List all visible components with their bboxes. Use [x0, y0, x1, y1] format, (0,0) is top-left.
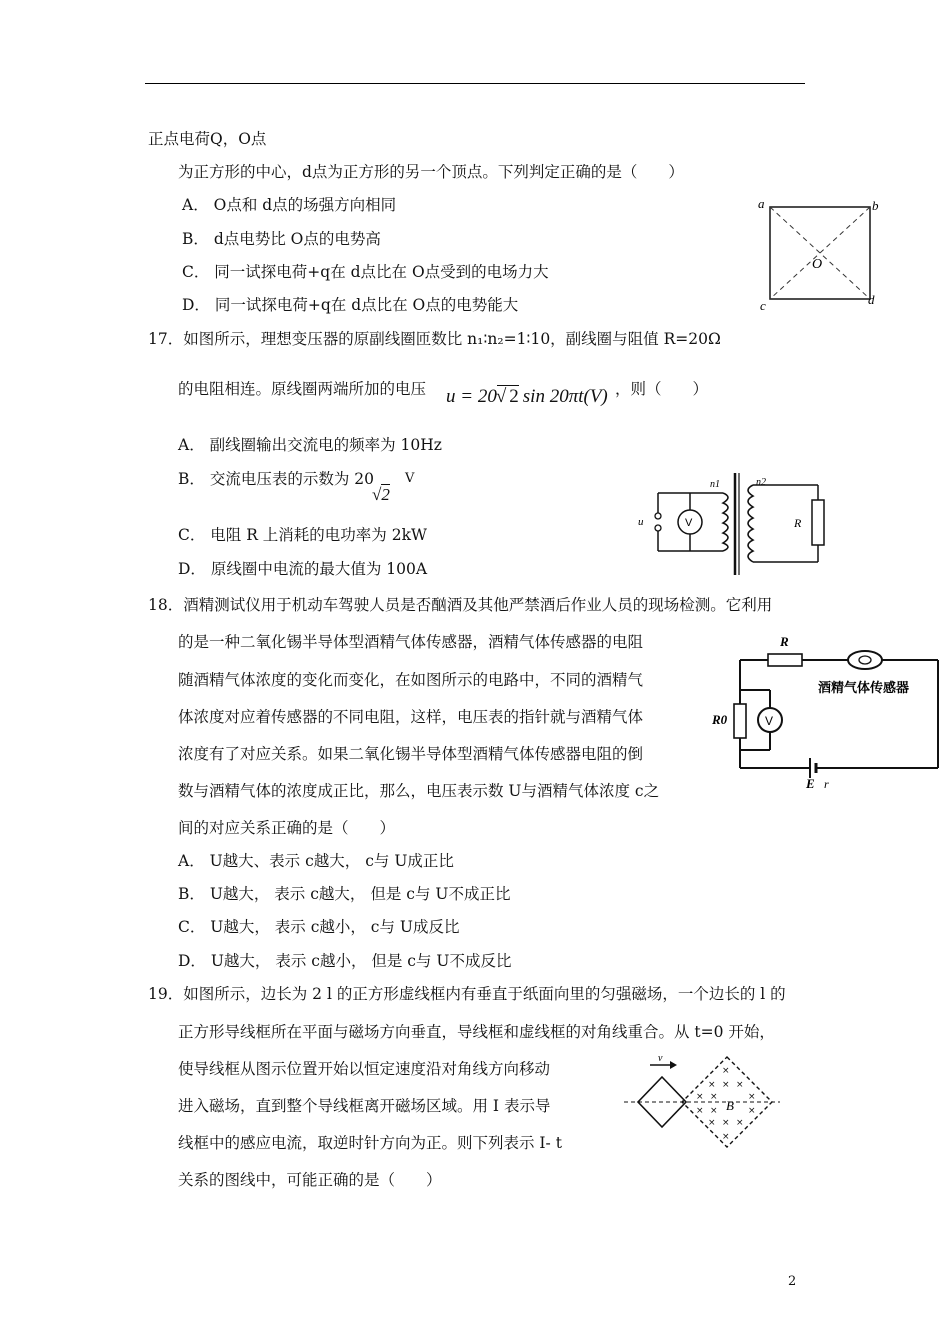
- svg-text:×: ×: [710, 1092, 718, 1102]
- label-o: O: [812, 257, 823, 272]
- alcohol-sensor-circuit: [700, 628, 945, 793]
- label-b: B: [726, 1098, 734, 1113]
- svg-text:×: ×: [736, 1118, 744, 1128]
- unit-v: V: [405, 471, 415, 486]
- label-v: v: [658, 1053, 663, 1064]
- q16-option-b: B． d点电势比 O点的电势高: [182, 230, 381, 248]
- q18-stem-line3: 随酒精气体浓度的变化而变化，在如图所示的电路中，不同的酒精气: [178, 671, 644, 689]
- svg-text:×: ×: [748, 1106, 756, 1116]
- label-a: a: [758, 196, 765, 211]
- svg-text:×: ×: [696, 1092, 704, 1102]
- q17-stem-line2: 的电阻相连。原线圈两端所加的电压: [178, 380, 427, 398]
- q18-stem-line7: 间的对应关系正确的是（ ）: [178, 819, 396, 837]
- q18-option-c: C． U越大， 表示 c越小， c与 U成反比: [178, 918, 460, 936]
- q19-stem-line3: 使导线框从图示位置开始以恒定速度沿对角线方向移动: [178, 1060, 551, 1078]
- q18-option-b: B． U越大， 表示 c越大， 但是 c与 U不成正比: [178, 885, 511, 903]
- label-internal-r: r: [824, 777, 829, 791]
- label-voltmeter: V: [685, 517, 693, 529]
- label-n2: n2: [756, 477, 766, 488]
- label-u: u: [638, 516, 644, 528]
- q17-stem-line1: 17．如图所示，理想变压器的原副线圈匝数比 n₁∶n₂=1∶10，副线圈与阻值 R=20Ω: [148, 330, 721, 348]
- q16-option-d: D． 同一试探电荷+q在 d点比在 O点的电势能大: [182, 296, 519, 314]
- voltage-formula: [446, 386, 608, 408]
- svg-text:×: ×: [710, 1106, 718, 1116]
- q18-stem-line2: 的是一种二氧化锡半导体型酒精气体传感器，酒精气体传感器的电阻: [178, 633, 644, 651]
- formula-sqrt: √ 2: [495, 386, 519, 407]
- label-b: b: [872, 198, 879, 213]
- svg-text:×: ×: [696, 1106, 704, 1116]
- svg-text:×: ×: [708, 1080, 716, 1090]
- q18-stem-line4: 体浓度对应着传感器的不同电阻，这样，电压表的指针就与酒精气体: [178, 708, 644, 726]
- q18-stem-line6: 数与酒精气体的浓度成正比，那么，电压表示数 U与酒精气体浓度 c之: [178, 782, 660, 800]
- q16-stem-line2: 为正方形的中心，d点为正方形的另一个顶点。下列判定正确的是（ ）: [178, 163, 684, 181]
- q18-stem-line1: 18．酒精测试仪用于机动车驾驶人员是否酗酒及其他严禁酒后作业人员的现场检测。它利用: [148, 596, 773, 614]
- label-r: R: [794, 516, 802, 530]
- q16-stem-line1: 正点电荷Q，O点: [148, 130, 267, 148]
- label-e: E: [806, 776, 815, 791]
- svg-text:×: ×: [722, 1132, 730, 1142]
- formula-rhs: sin 20πt(V): [522, 386, 608, 407]
- svg-text:×: ×: [722, 1118, 730, 1128]
- q19-stem-line4: 进入磁场，直到整个导线框离开磁场区域。用 I 表示导: [178, 1097, 551, 1115]
- transformer-figure: [628, 465, 838, 580]
- sqrt2-under: √2: [372, 485, 390, 504]
- label-r: R: [780, 634, 789, 649]
- label-d: d: [868, 292, 875, 307]
- q17-option-c: C． 电阻 R 上消耗的电功率为 2kW: [178, 526, 427, 544]
- label-c: c: [760, 298, 766, 313]
- formula-lhs: u = 20: [446, 386, 497, 407]
- q17-option-b: B． 交流电压表的示数为 20: [178, 470, 374, 488]
- q18-option-d: D． U越大， 表示 c越小， 但是 c与 U不成反比: [178, 952, 512, 970]
- svg-text:×: ×: [748, 1092, 756, 1102]
- svg-text:×: ×: [722, 1066, 730, 1076]
- magnetic-field-figure: [620, 1055, 785, 1155]
- q16-option-a: A． O点和 d点的场强方向相同: [182, 196, 397, 214]
- q17-option-a: A． 副线圈输出交流电的频率为 10Hz: [178, 436, 442, 454]
- page-number: 2: [788, 1274, 797, 1289]
- header-rule: [145, 83, 805, 84]
- q16-option-c: C． 同一试探电荷+q在 d点比在 O点受到的电场力大: [182, 263, 549, 281]
- svg-text:×: ×: [708, 1118, 716, 1128]
- q17-option-d: D． 原线圈中电流的最大值为 100A: [178, 560, 428, 578]
- label-r0: R0: [712, 712, 728, 727]
- q18-option-a: A． U越大、表示 c越大， c与 U成正比: [178, 852, 454, 870]
- q17-stem-line2-end: ，则（ ）: [615, 380, 709, 398]
- q19-stem-line5: 线框中的感应电流，取逆时针方向为正。则下列表示 I- t: [178, 1134, 562, 1152]
- svg-text:×: ×: [722, 1080, 730, 1090]
- q18-stem-line5: 浓度有了对应关系。如果二氧化锡半导体型酒精气体传感器电阻的倒: [178, 745, 644, 763]
- q19-stem-line6: 关系的图线中，可能正确的是（ ）: [178, 1171, 442, 1189]
- svg-text:×: ×: [736, 1080, 744, 1090]
- label-voltmeter: V: [765, 714, 774, 728]
- label-sensor: 酒精气体传感器: [818, 681, 910, 696]
- square-charge-figure: [750, 192, 890, 322]
- label-n1: n1: [710, 479, 720, 490]
- q19-stem-line2: 正方形导线框所在平面与磁场方向垂直，导线框和虚线框的对角线重合。从 t=0 开始，: [178, 1023, 775, 1041]
- q19-stem-line1: 19．如图所示，边长为 2 l 的正方形虚线框内有垂直于纸面向里的匀强磁场，一个边长的 l 的: [148, 985, 786, 1003]
